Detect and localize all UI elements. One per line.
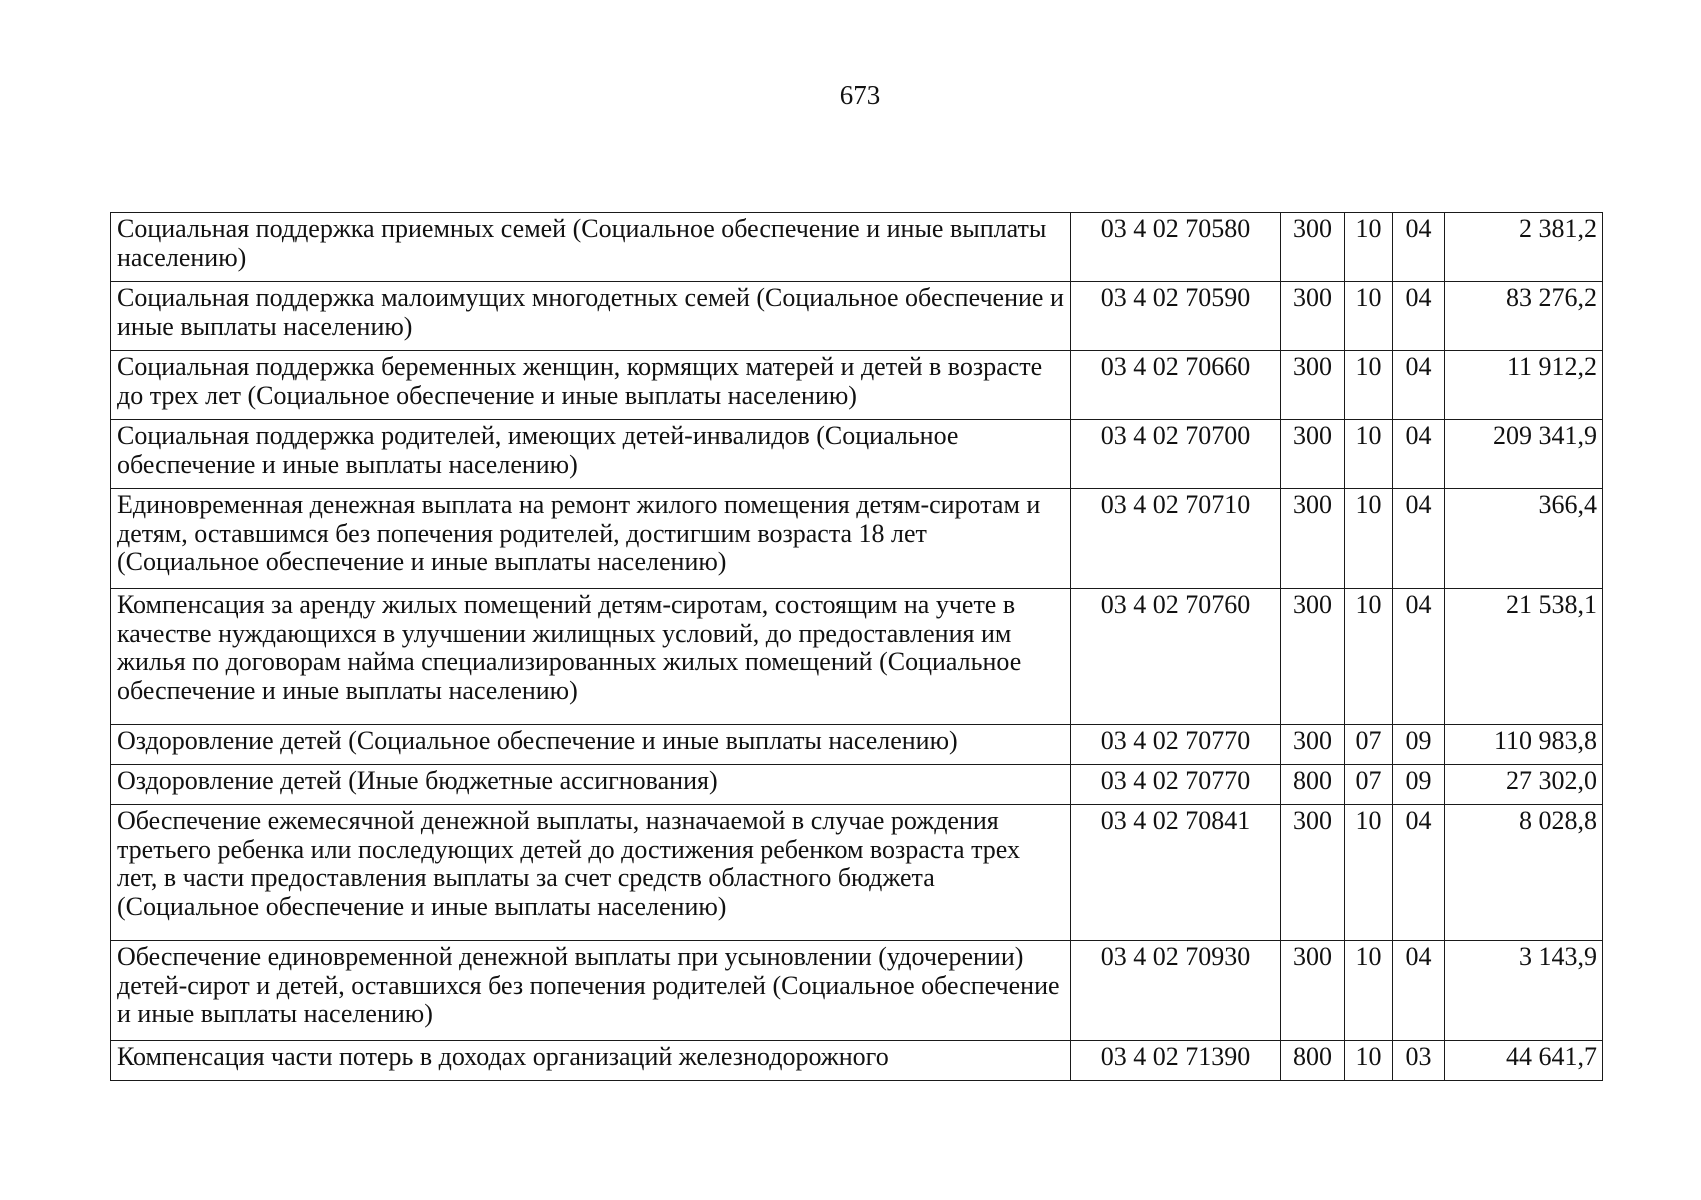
row-amount: 21 538,1 [1445, 589, 1603, 725]
row-target-article: 03 4 02 70700 [1071, 420, 1281, 489]
row-subsection: 04 [1393, 941, 1445, 1041]
row-target-article: 03 4 02 70590 [1071, 282, 1281, 351]
row-name: Оздоровление детей (Социальное обеспечение и иные выплаты населению) [111, 725, 1071, 765]
row-section: 10 [1345, 1041, 1393, 1081]
row-subsection: 03 [1393, 1041, 1445, 1081]
row-section: 07 [1345, 765, 1393, 805]
row-section: 10 [1345, 805, 1393, 941]
row-name: Социальная поддержка приемных семей (Социальное обеспечение и иные выплаты населению) [111, 213, 1071, 282]
row-expense-type: 800 [1281, 765, 1345, 805]
row-expense-type: 300 [1281, 941, 1345, 1041]
row-section: 07 [1345, 725, 1393, 765]
row-expense-type: 800 [1281, 1041, 1345, 1081]
table-row [111, 1041, 1603, 1081]
row-target-article: 03 4 02 70580 [1071, 213, 1281, 282]
row-name: Оздоровление детей (Иные бюджетные ассигнования) [111, 765, 1071, 805]
row-expense-type: 300 [1281, 589, 1345, 725]
row-section: 10 [1345, 941, 1393, 1041]
row-name: Компенсация части потерь в доходах организаций железнодорожного [111, 1041, 1071, 1081]
table-row [111, 941, 1603, 1041]
row-expense-type: 300 [1281, 351, 1345, 420]
row-target-article: 03 4 02 70770 [1071, 725, 1281, 765]
row-target-article: 03 4 02 70760 [1071, 589, 1281, 725]
row-name: Социальная поддержка малоимущих многодетных семей (Социальное обеспечение и иные выплаты населению) [111, 282, 1071, 351]
row-subsection: 04 [1393, 420, 1445, 489]
row-section: 10 [1345, 489, 1393, 589]
row-section: 10 [1345, 420, 1393, 489]
row-name: Социальная поддержка родителей, имеющих детей-инвалидов (Социальное обеспечение и иные выплаты населению) [111, 420, 1071, 489]
row-target-article: 03 4 02 70660 [1071, 351, 1281, 420]
row-subsection: 04 [1393, 213, 1445, 282]
row-amount: 110 983,8 [1445, 725, 1603, 765]
row-expense-type: 300 [1281, 805, 1345, 941]
row-amount: 366,4 [1445, 489, 1603, 589]
row-name: Единовременная денежная выплата на ремонт жилого помещения детям-сиротам и детям, оставшимся без попечения родителей, достигшим возраста 18 лет (Социальное обеспечение и иные выплаты населению) [111, 489, 1071, 589]
row-section: 10 [1345, 282, 1393, 351]
page-number: 673 [839, 80, 881, 110]
row-target-article: 03 4 02 71390 [1071, 1041, 1281, 1081]
row-amount: 2 381,2 [1445, 213, 1603, 282]
row-section: 10 [1345, 589, 1393, 725]
row-target-article: 03 4 02 70770 [1071, 765, 1281, 805]
row-expense-type: 300 [1281, 420, 1345, 489]
row-expense-type: 300 [1281, 725, 1345, 765]
row-amount: 27 302,0 [1445, 765, 1603, 805]
table-row [111, 282, 1603, 351]
row-amount: 83 276,2 [1445, 282, 1603, 351]
table-row [111, 213, 1603, 282]
row-section: 10 [1345, 213, 1393, 282]
row-subsection: 04 [1393, 351, 1445, 420]
row-expense-type: 300 [1281, 282, 1345, 351]
table-row [111, 805, 1603, 941]
row-subsection: 09 [1393, 765, 1445, 805]
row-name: Обеспечение ежемесячной денежной выплаты, назначаемой в случае рождения третьего ребенка или последующих детей до достижения ребенком возраста трех лет, в части предоставления выплаты за счет средств областного бюджета (Социальное обеспечение и иные выплаты населению) [111, 805, 1071, 941]
row-subsection: 09 [1393, 725, 1445, 765]
row-name: Социальная поддержка беременных женщин, кормящих матерей и детей в возрасте до трех лет (Социальное обеспечение и иные выплаты населению) [111, 351, 1071, 420]
row-target-article: 03 4 02 70841 [1071, 805, 1281, 941]
table-row [111, 420, 1603, 489]
row-name: Обеспечение единовременной денежной выплаты при усыновлении (удочерении) детей-сирот и детей, оставшихся без попечения родителей (Социальное обеспечение и иные выплаты населению) [111, 941, 1071, 1041]
row-section: 10 [1345, 351, 1393, 420]
row-subsection: 04 [1393, 489, 1445, 589]
table-row [111, 489, 1603, 589]
row-amount: 3 143,9 [1445, 941, 1603, 1041]
row-amount: 209 341,9 [1445, 420, 1603, 489]
row-expense-type: 300 [1281, 489, 1345, 589]
budget-table [110, 212, 1603, 1081]
table-row [111, 725, 1603, 765]
row-name: Компенсация за аренду жилых помещений детям-сиротам, состоящим на учете в качестве нуждающихся в улучшении жилищных условий, до предоставления им жилья по договорам найма специализированных жилых помещений (Социальное обеспечение и иные выплаты населению) [111, 589, 1071, 725]
row-expense-type: 300 [1281, 213, 1345, 282]
row-amount: 44 641,7 [1445, 1041, 1603, 1081]
row-subsection: 04 [1393, 805, 1445, 941]
row-subsection: 04 [1393, 589, 1445, 725]
row-target-article: 03 4 02 70930 [1071, 941, 1281, 1041]
row-target-article: 03 4 02 70710 [1071, 489, 1281, 589]
row-amount: 11 912,2 [1445, 351, 1603, 420]
table-row [111, 589, 1603, 725]
table-row [111, 351, 1603, 420]
table-row [111, 765, 1603, 805]
row-subsection: 04 [1393, 282, 1445, 351]
row-amount: 8 028,8 [1445, 805, 1603, 941]
